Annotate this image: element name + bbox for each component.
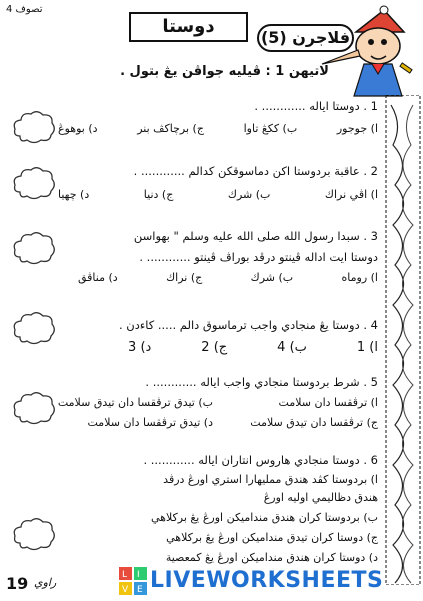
option-a[interactable]: ا) 1	[356, 340, 378, 355]
option-a[interactable]: ا) جوجور	[336, 122, 378, 135]
pinocchio-mascot-icon	[316, 2, 420, 97]
question-2-options	[58, 188, 378, 201]
cloud-answer-box-icon[interactable]	[12, 517, 56, 551]
question-5-option-b[interactable]: ب) تيدق ترڤقسا دان تيدق سلامت	[57, 396, 213, 409]
question-3-options	[78, 271, 378, 284]
option-a[interactable]: ا) روماه	[341, 271, 378, 284]
question-1-stem: 1 . دوستا اياله ............ .	[254, 99, 378, 113]
question-6-stem: 6 . دوستا منجادي هاروس انتاران اياله ............ .	[143, 453, 378, 467]
option-b[interactable]: ب) 4	[277, 340, 307, 355]
question-6-option-c[interactable]: ج) دوستا كران تيدق منداميكن اورڠ يڠ بركلاهي	[166, 531, 378, 544]
option-c[interactable]: ج) نراك	[166, 271, 203, 284]
option-d[interactable]: د) 3	[128, 340, 152, 355]
option-b[interactable]: ب) ككڠ تاوا	[243, 122, 298, 135]
page-title: دوستا	[129, 12, 248, 42]
option-a[interactable]: ا) اڤي نراك	[324, 188, 378, 201]
question-4-stem: 4 . دوستا يڠ منجادي واجب ترماسوق دالم ..... كاءدن .	[118, 318, 378, 332]
option-d[interactable]: د) مناڤق	[78, 271, 118, 284]
author-signature: راوي	[34, 576, 57, 589]
question-3-stem-line-2: دوستا ايت اداله ڤينتو درڤد بوراڤ ڤينتو ............ .	[139, 250, 378, 264]
svg-text:V: V	[122, 585, 129, 595]
corner-label: تصوف 4	[6, 4, 43, 15]
liveworksheets-logo-icon	[118, 566, 148, 596]
cloud-answer-box-icon[interactable]	[12, 311, 56, 345]
option-c[interactable]: ج) 2	[201, 340, 228, 355]
question-6-option-b[interactable]: ب) بردوستا كران هندق منداميكن اورڠ يڠ بركلاهي	[151, 511, 378, 524]
question-5-option-d[interactable]: د) تيدق ترڤقسا دان سلامت	[87, 416, 213, 429]
cloud-answer-box-icon[interactable]	[12, 110, 56, 144]
decorative-border-strip	[383, 95, 423, 585]
unit-label: فلاجرن (5)	[257, 24, 354, 52]
question-6-option-d[interactable]: د) دوستا كران هندق منداميكن اورڠ يڠ كمعصية	[165, 551, 378, 564]
option-c[interactable]: ج) دنيا	[143, 188, 174, 201]
option-c[interactable]: ج) برچاكڤ بنر	[137, 122, 204, 135]
option-b[interactable]: ب) شرك	[250, 271, 294, 284]
question-1-options	[58, 122, 378, 135]
liveworksheets-brand-text[interactable]: LIVEWORKSHEETS	[150, 568, 384, 593]
page-number: 19	[6, 574, 29, 593]
question-4-options	[128, 340, 378, 355]
svg-text:E: E	[137, 585, 143, 595]
option-b[interactable]: ب) شرك	[227, 188, 271, 201]
cloud-answer-box-icon[interactable]	[12, 231, 56, 265]
question-5-option-c[interactable]: ج) ترڤقسا دان تيدق سلامت	[250, 416, 378, 429]
question-6-option-a[interactable]: ا) بردوستا كڤد هندق ممليهارا استري اورڠ درڤد	[163, 473, 378, 486]
option-d[interactable]: د) چهيا	[58, 188, 90, 201]
svg-text:L: L	[122, 570, 128, 580]
question-3-stem-line-1: 3 . سبدا رسول الله صلى الله عليه وسلم " بهواسن	[133, 229, 378, 243]
option-d[interactable]: د) بوهوڠ	[58, 122, 98, 135]
question-2-stem: 2 . عاقبة بردوستا اكن دماسوقكن كدالم ............ .	[133, 164, 378, 178]
instruction-text: لاتيهن 1 : ڤيليه جواڤن يڠ بتول .	[120, 64, 329, 79]
cloud-answer-box-icon[interactable]	[12, 391, 56, 425]
svg-text:I: I	[137, 570, 140, 580]
question-6-option-a-cont: هندق دظاليمي اوليه اورڠ	[263, 491, 378, 504]
cloud-answer-box-icon[interactable]	[12, 166, 56, 200]
question-5-option-a[interactable]: ا) ترڤقسا دان سلامت	[278, 396, 378, 409]
question-5-stem: 5 . شرط بردوستا منجادي واجب اياله ............ .	[145, 375, 378, 389]
